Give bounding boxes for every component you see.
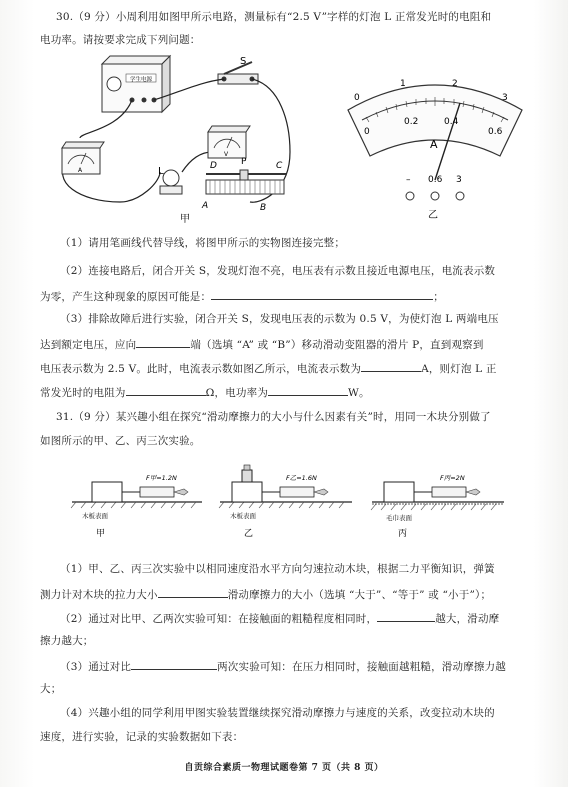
rheostat-P: P [241,157,247,167]
q30-line1: 30.（9 分）小周利用如图甲所示电路，测量标有“2.5 V”字样的灯泡 L 正常发光时的电阻和 [56,11,492,23]
surface-label-jia: 木板表面 [82,512,108,520]
answer-blank-compare[interactable] [158,586,228,598]
caption-bing: 丙 [398,529,408,539]
surface-label-yi: 木板表面 [230,512,256,520]
circuit-figure-jia [40,52,300,224]
surface-label-bing: 毛巾表面 [386,514,412,522]
rheostat-A: A [202,201,209,211]
dial-bottom-tick-0.2: 0.2 [404,117,419,127]
q30-part3-line1: （3）排除故障后进行实验，闭合开关 S，发现电压表的示数为 0.5 V，为使灯泡 L 两端电压 [60,313,499,325]
q31-part2-line1: （2）通过对比甲、乙两次实验可知：在接触面的粗糙程度相同时， 越大，滑动摩 [60,610,499,626]
answer-blank-resistance[interactable] [126,384,206,396]
answer-blank-direction[interactable] [136,336,190,348]
answer-blank-fault[interactable] [211,288,433,300]
dial-bottom-tick-0: 0 [364,127,370,137]
q30-part2-line2: 为零，产生这种现象的原因可能是： ； [40,288,444,304]
q30-part3-line4: 常发光时的电阻为 Ω，电功率为 W。 [40,384,370,400]
switch [218,56,258,84]
q31-part4-line1: （4）兴趣小组的同学利用甲图实验装置继续探究滑动摩擦力与速度的关系，改变拉动木块的 [60,707,495,719]
terminal-0.6: 0.6 [428,175,443,185]
ammeter-dial-figure-yi [340,70,530,220]
q30-part3-line2: 达到额定电压，应向 端（选填 “A” 或 “B”）移动滑动变阻器的滑片 P，直到观察到 [40,336,484,352]
terminal-3: 3 [456,175,462,185]
experiment-jia [71,474,202,539]
figure-caption-yi: 乙 [428,210,438,220]
figure-caption-jia: 甲 [180,214,190,224]
switch-label: S [240,56,247,67]
page-footer: 自贡综合素质一物理试题卷第 7 页（共 8 页） [184,763,384,773]
answer-blank-power[interactable] [268,384,348,396]
lamp-label: L [158,166,164,177]
q31-part1-line2: 测力计对木块的拉力大小 滑动摩擦力的大小（选填 “大于”、“等于” 或 “小于”）； [40,586,491,602]
dial-bottom-tick-0.4: 0.4 [444,117,459,127]
dial-bottom-tick-0.6: 0.6 [488,127,503,137]
q31-line2: 如图所示的甲、乙、丙三次实验。 [40,435,201,447]
force-label-yi: F乙=1.6N [286,474,317,482]
rheostat [201,157,286,213]
answer-blank-current[interactable] [361,360,421,372]
q31-part1-line1: （1）甲、乙、丙三次实验中以相同速度沿水平方向匀速拉动木块，根据二力平衡知识，弹簧 [60,563,495,575]
force-label-bing: F丙=2N [440,474,465,482]
voltmeter-label: V [224,151,229,158]
friction-experiment-figures [68,458,508,540]
power-supply-label: 学生电源 [129,77,153,83]
experiment-yi [219,465,352,539]
answer-blank-factor[interactable] [377,610,435,622]
experiment-bing [371,474,504,539]
q30-part1: （1）请用笔画线代替导线，将图甲所示的实物图连接完整； [60,237,346,249]
q31-line1: 31.（9 分）某兴趣小组在探究“滑动摩擦力的大小与什么因素有关”时，用同一木块分别做了 [56,411,491,423]
voltmeter [208,126,250,158]
power-supply [102,56,170,112]
dial-top-tick-2: 2 [452,79,458,89]
ammeter-label: A [78,167,83,174]
caption-jia: 甲 [96,529,106,539]
q30-line2: 电功率。请按要求完成下列问题： [40,34,201,46]
answer-blank-experiments[interactable] [131,658,217,670]
rheostat-D: D [210,161,217,171]
rheostat-B: B [260,203,267,213]
q30-part3-line3: 电压表示数为 2.5 V。此时，电流表示数如图乙所示，电流表示数为 A，则灯泡 L 正 [40,360,497,376]
q31-part3-line1: （3）通过对比 两次实验可知：在压力相同时，接触面越粗糙，滑动摩擦力越 [60,658,506,674]
q31-part3-line2: 大； [40,683,62,695]
dial-top-tick-1: 1 [400,79,406,89]
q30-part2-line1: （2）连接电路后，闭合开关 S，发现灯泡不亮，电压表有示数且接近电源电压，电流表示数 [60,265,496,277]
caption-yi: 乙 [244,529,254,539]
dial-unit: A [430,138,438,151]
rheostat-C: C [276,161,283,171]
q31-part4-line2: 速度，进行实验，记录的实验数据如下表： [40,731,244,743]
dial-top-tick-0: 0 [354,93,360,103]
force-label-jia: F甲=1.2N [146,474,177,482]
ammeter [62,142,104,174]
terminal-minus: – [406,175,411,185]
dial-top-tick-3: 3 [502,93,508,103]
q31-part2-line2: 擦力越大； [40,635,94,647]
lamp [158,166,182,194]
